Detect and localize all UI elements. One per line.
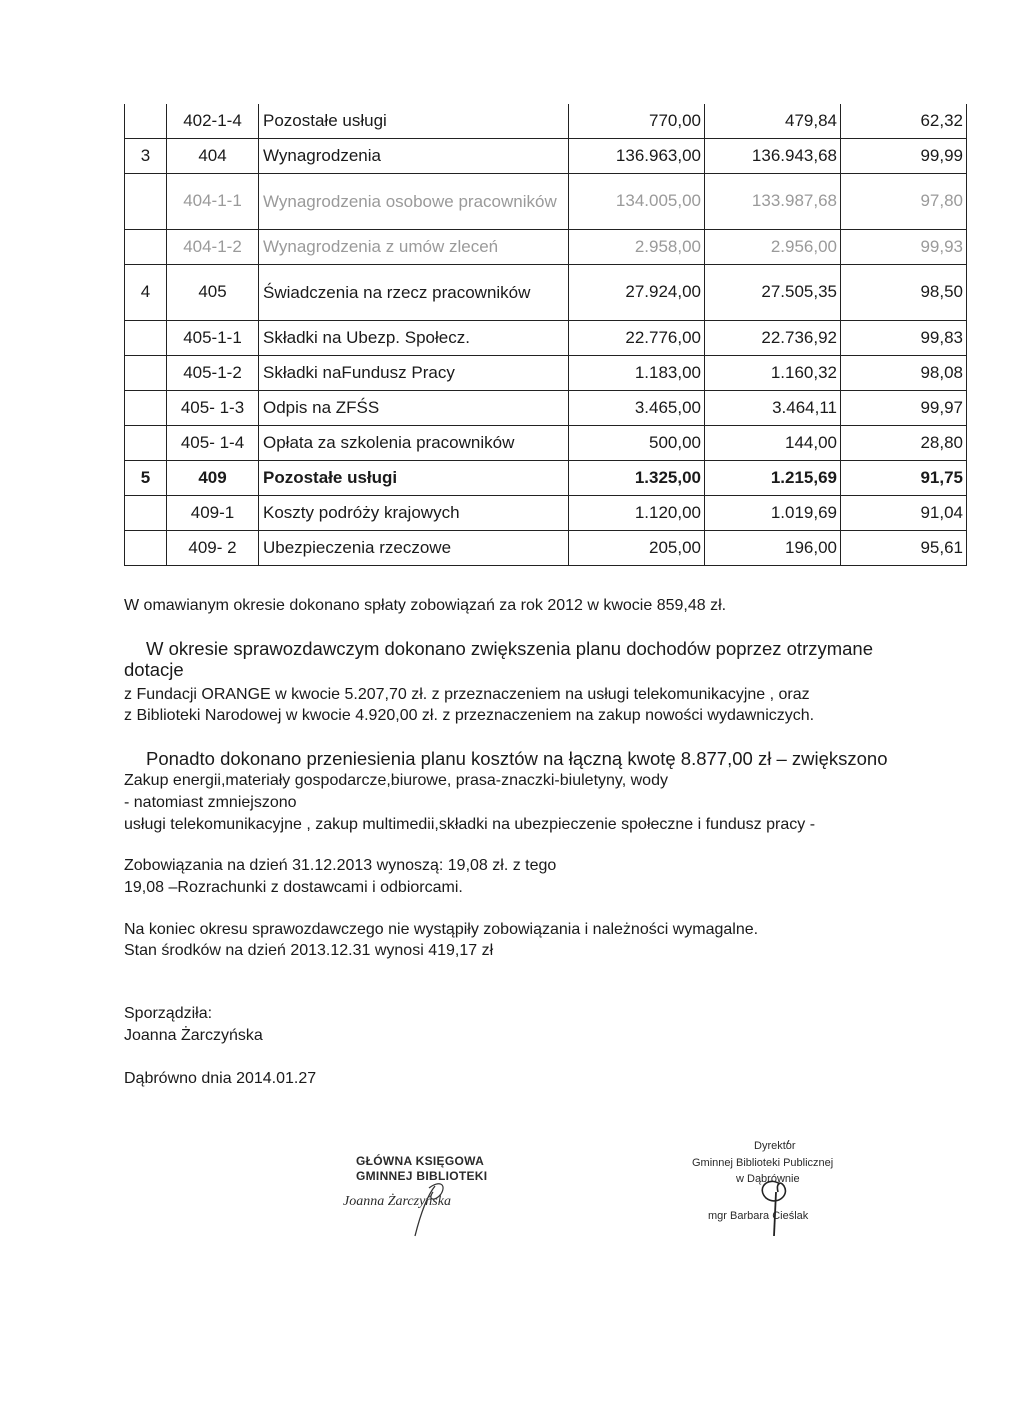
table-row (125, 229, 967, 264)
item-name-cell: Wynagrodzenia (259, 138, 569, 173)
liabilities-text-line1: Zobowiązania na dzień 31.12.2013 wynoszą: 19,08 zł. z tego (124, 857, 557, 874)
table-row (125, 355, 967, 390)
item-name-cell: Pozostałe usługi (259, 460, 569, 495)
actual-amount-cell: 1.019,69 (705, 495, 841, 530)
row-number-cell (125, 530, 167, 565)
plan-amount-cell: 3.465,00 (569, 390, 705, 425)
item-name-cell: Składki na Ubezp. Społecz. (259, 320, 569, 355)
table-row (125, 460, 967, 495)
account-code-cell: 409- 2 (167, 530, 259, 565)
actual-amount-cell: 144,00 (705, 425, 841, 460)
account-code-cell: 405-1-1 (167, 320, 259, 355)
item-name-cell: Koszty podróży krajowych (259, 495, 569, 530)
plan-amount-cell: 1.183,00 (569, 355, 705, 390)
stamp-left-line1: GŁÓWNA KSIĘGOWA (356, 1154, 485, 1168)
liabilities-text-line2: 19,08 –Rozrachunki z dostawcami i odbiorcami. (124, 879, 463, 896)
national-library-grant-text: z Biblioteki Narodowej w kwocie 4.920,00 zł. z przeznaczeniem na zakup nowości wydawniczych. (124, 707, 815, 724)
account-code-cell: 405 (167, 264, 259, 320)
row-number-cell: 4 (125, 264, 167, 320)
signature-scribble-icon (343, 1140, 523, 1260)
row-number-cell (125, 495, 167, 530)
plan-amount-cell: 134.005,00 (569, 173, 705, 229)
stamp-right-line3: w Dąbrównie (736, 1173, 800, 1185)
director-stamp (680, 1140, 880, 1250)
table-row (125, 138, 967, 173)
item-name-cell: Odpis na ZFŚS (259, 390, 569, 425)
row-number-cell (125, 390, 167, 425)
plan-amount-cell: 136.963,00 (569, 138, 705, 173)
repayment-text: W omawianym okresie dokonano spłaty zobowiązań za rok 2012 w kwocie 859,48 zł. (124, 597, 727, 614)
actual-amount-cell: 196,00 (705, 530, 841, 565)
budget-table (124, 104, 967, 566)
end-text-line1: Na koniec okresu sprawozdawczego nie wystąpiły zobowiązania i należności wymagalne. (124, 921, 759, 938)
plan-amount-cell: 205,00 (569, 530, 705, 565)
place-and-date: Dąbrówno dnia 2014.01.27 (124, 1070, 317, 1087)
table-row (125, 495, 967, 530)
table-body (125, 104, 967, 565)
table-row (125, 530, 967, 565)
plan-amount-cell: 2.958,00 (569, 229, 705, 264)
actual-amount-cell: 27.505,35 (705, 264, 841, 320)
item-name-cell: Wynagrodzenia z umów zleceń (259, 229, 569, 264)
table-row (125, 104, 967, 138)
plan-amount-cell: 770,00 (569, 104, 705, 138)
actual-amount-cell: 1.215,69 (705, 460, 841, 495)
account-code-cell: 405- 1-3 (167, 390, 259, 425)
percent-cell: 97,80 (841, 173, 967, 229)
row-number-cell: 5 (125, 460, 167, 495)
item-name-cell: Pozostałe usługi (259, 104, 569, 138)
table-row (125, 173, 967, 229)
item-name-cell: Świadczenia na rzecz pracowników (259, 264, 569, 320)
item-name-cell: Składki naFundusz Pracy (259, 355, 569, 390)
table-row (125, 264, 967, 320)
account-code-cell: 405- 1-4 (167, 425, 259, 460)
orange-grant-text: z Fundacji ORANGE w kwocie 5.207,70 zł. z przeznaczeniem na usługi telekomunikacyjne , oraz (124, 686, 810, 703)
actual-amount-cell: 133.987,68 (705, 173, 841, 229)
transfer-text-line4: usługi telekomunikacyjne , zakup multimedii,składki na ubezpieczenie społeczne i fundusz pracy - (124, 816, 816, 833)
stamp-left-signature: Joanna Żarczyńska (343, 1194, 451, 1209)
account-code-cell: 405-1-2 (167, 355, 259, 390)
plan-amount-cell: 500,00 (569, 425, 705, 460)
row-number-cell (125, 104, 167, 138)
table-row (125, 390, 967, 425)
transfer-text-line3: - natomiast zmniejszono (124, 794, 297, 811)
plan-amount-cell: 1.120,00 (569, 495, 705, 530)
account-code-cell: 404 (167, 138, 259, 173)
increase-text-line1: W okresie sprawozdawczym dokonano zwiększenia planu dochodów poprzez otrzymane (146, 638, 874, 659)
director-signature-icon (680, 1140, 880, 1250)
stamp-right-line4: mgr Barbara Cieślak (708, 1210, 809, 1222)
account-code-cell: 409-1 (167, 495, 259, 530)
percent-cell: 98,08 (841, 355, 967, 390)
row-number-cell (125, 173, 167, 229)
actual-amount-cell: 3.464,11 (705, 390, 841, 425)
percent-cell: 99,83 (841, 320, 967, 355)
actual-amount-cell: 22.736,92 (705, 320, 841, 355)
percent-cell: 95,61 (841, 530, 967, 565)
row-number-cell (125, 355, 167, 390)
end-text-line2: Stan środków na dzień 2013.12.31 wynosi 419,17 zł (124, 942, 494, 959)
prepared-by-name: Joanna Żarczyńska (124, 1027, 263, 1044)
item-name-cell: Wynagrodzenia osobowe pracowników (259, 173, 569, 229)
stamp-right-line1: Dyrektor (754, 1140, 796, 1152)
actual-amount-cell: 1.160,32 (705, 355, 841, 390)
item-name-cell: Opłata za szkolenia pracowników (259, 425, 569, 460)
percent-cell: 99,99 (841, 138, 967, 173)
stamp-left-line2: GMINNEJ BIBLIOTEKI (356, 1169, 488, 1183)
plan-amount-cell: 1.325,00 (569, 460, 705, 495)
transfer-text-line2: Zakup energii,materiały gospodarcze,biurowe, prasa-znaczki-biuletyny, wody (124, 772, 668, 789)
row-number-cell (125, 229, 167, 264)
account-code-cell: 404-1-2 (167, 229, 259, 264)
percent-cell: 99,97 (841, 390, 967, 425)
plan-amount-cell: 27.924,00 (569, 264, 705, 320)
table-row (125, 425, 967, 460)
row-number-cell (125, 320, 167, 355)
percent-cell: 28,80 (841, 425, 967, 460)
stamp-right-line2: Gminnej Biblioteki Publicznej (692, 1157, 834, 1169)
prepared-by-label: Sporządziła: (124, 1005, 213, 1022)
account-code-cell: 402-1-4 (167, 104, 259, 138)
percent-cell: 98,50 (841, 264, 967, 320)
actual-amount-cell: 2.956,00 (705, 229, 841, 264)
actual-amount-cell: 136.943,68 (705, 138, 841, 173)
table-row (125, 320, 967, 355)
row-number-cell (125, 425, 167, 460)
chief-accountant-stamp (343, 1140, 523, 1260)
percent-cell: 99,93 (841, 229, 967, 264)
percent-cell: 62,32 (841, 104, 967, 138)
account-code-cell: 404-1-1 (167, 173, 259, 229)
actual-amount-cell: 479,84 (705, 104, 841, 138)
percent-cell: 91,04 (841, 495, 967, 530)
transfer-text-line1: Ponadto dokonano przeniesienia planu kosztów na łączną kwotę 8.877,00 zł – zwiększono (146, 748, 888, 769)
percent-cell: 91,75 (841, 460, 967, 495)
plan-amount-cell: 22.776,00 (569, 320, 705, 355)
increase-text-line2: dotacje (124, 659, 184, 680)
account-code-cell: 409 (167, 460, 259, 495)
item-name-cell: Ubezpieczenia rzeczowe (259, 530, 569, 565)
row-number-cell: 3 (125, 138, 167, 173)
